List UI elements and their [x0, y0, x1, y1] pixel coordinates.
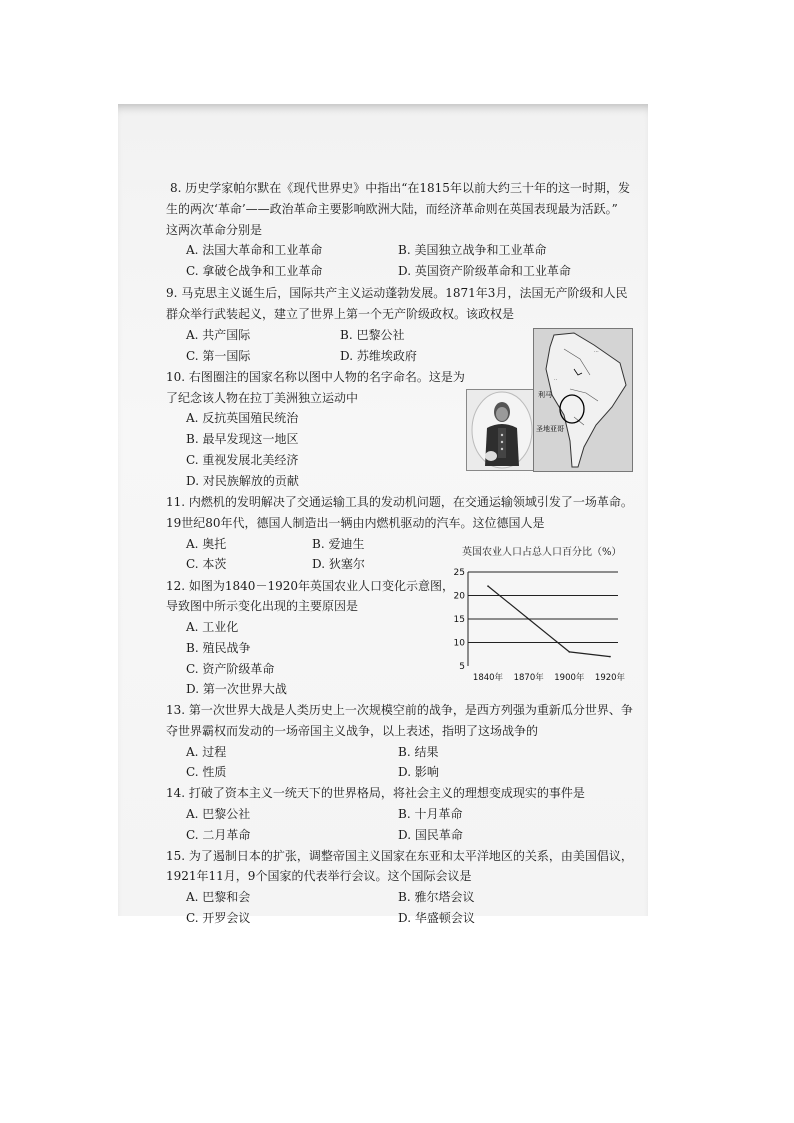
- q8-line2: 生的两次‘革命’——政治革命主要影响欧洲大陆，而经济革命则在英国表现最为活跃。”: [166, 202, 618, 216]
- data-point: [528, 618, 530, 620]
- q15-line2: 1921年11月，9个国家的代表举行会议。这个国际会议是: [166, 869, 472, 883]
- y-tick-label: 5: [459, 662, 465, 672]
- q13-option-c: C. 性质: [186, 765, 227, 779]
- map-label-lima: 利马: [538, 391, 552, 399]
- x-tick-label: 1900年: [554, 673, 585, 683]
- q13-option-b: B. 结果: [398, 745, 439, 759]
- q12-option-d: D. 第一次世界大战: [186, 682, 287, 696]
- x-tick-label: 1840年: [472, 673, 504, 683]
- q12-option-b: B. 殖民战争: [186, 641, 251, 655]
- q12-line2: 导致图中所示变化出现的主要原因是: [166, 599, 359, 613]
- map-drawing-icon: [534, 329, 632, 471]
- q10-option-c: C. 重视发展北美经济: [186, 453, 299, 467]
- q13-option-a: A. 过程: [186, 745, 227, 759]
- y-tick-label: 10: [453, 638, 465, 649]
- q15-line1: 15. 为了遏制日本的扩张，调整帝国主义国家在东亚和太平洋地区的关系，由美国倡议，: [166, 849, 633, 863]
- q11-option-c: C. 本茨: [186, 557, 227, 571]
- chart-title: 英国农业人口占总人口百分比（%）: [462, 547, 622, 558]
- y-tick-label: 15: [453, 615, 465, 625]
- q8-option-c: C. 拿破仑战争和工业革命: [186, 264, 323, 278]
- q10-line2: 了纪念该人物在拉丁美洲独立运动中: [166, 391, 359, 405]
- map-label-santiago: 圣地亚哥: [536, 425, 564, 433]
- data-point: [487, 585, 489, 587]
- q11-option-a: A. 奥托: [186, 537, 227, 551]
- q9-line1: 9. 马克思主义诞生后，国际共产主义运动蓬勃发展。1871年3月，法国无产阶级和人民: [166, 286, 628, 300]
- q14-option-b: B. 十月革命: [398, 807, 463, 821]
- south-america-map: [533, 328, 633, 472]
- portrait-figure-icon: [467, 390, 537, 470]
- q12-option-a: A. 工业化: [186, 620, 239, 634]
- q14-option-d: D. 国民革命: [398, 828, 463, 842]
- q8-line3: 这两次革命分别是: [166, 223, 263, 237]
- q9-option-b: B. 巴黎公社: [340, 328, 405, 342]
- y-tick-label: 25: [453, 568, 465, 578]
- q14-line1: 14. 打破了资本主义一统天下的世界格局，将社会主义的理想变成现实的事件是: [166, 786, 585, 800]
- q11-line1: 11. 内燃机的发明解决了交通运输工具的发动机问题，在交通运输领域引发了一场革命。: [166, 495, 633, 509]
- q10-option-d: D. 对民族解放的贡献: [186, 474, 299, 488]
- q13-line1: 13. 第一次世界大战是人类历史上一次规模空前的战争，是西方列强为重新瓜分世界、争: [166, 703, 633, 717]
- q10-option-b: B. 最早发现这一地区: [186, 432, 299, 446]
- q14-option-a: A. 巴黎公社: [186, 807, 251, 821]
- q12-option-c: C. 资产阶级革命: [186, 662, 275, 676]
- q15-option-b: B. 雅尔塔会议: [398, 890, 475, 904]
- q15-option-a: A. 巴黎和会: [186, 890, 251, 904]
- svg-text:···: ···: [594, 349, 599, 355]
- data-point: [609, 656, 611, 658]
- series-line: [488, 586, 610, 657]
- q10-line1: 10. 右图圈注的国家名称以图中人物的名字命名。这是为: [166, 370, 465, 384]
- x-tick-label: 1920年: [594, 673, 626, 683]
- q11-line2: 19世纪80年代，德国人制造出一辆由内燃机驱动的汽车。这位德国人是: [166, 516, 545, 530]
- q8-line1: 8. 历史学家帕尔默在《现代世界史》中指出“在1815年以前大约三十年的这一时期，发: [170, 181, 630, 195]
- svg-text:··: ··: [554, 377, 558, 383]
- q8-option-a: A. 法国大革命和工业革命: [186, 243, 323, 257]
- q10-option-a: A. 反抗英国殖民统治: [186, 411, 299, 425]
- q9-option-c: C. 第一国际: [186, 349, 251, 363]
- q12-line1: 12. 如图为1840－1920年英国农业人口变化示意图，: [166, 579, 454, 593]
- q13-option-d: D. 影响: [398, 765, 439, 779]
- data-point: [569, 651, 571, 653]
- agri-population-chart: [446, 562, 636, 692]
- q9-option-d: D. 苏维埃政府: [340, 349, 417, 363]
- q15-option-d: D. 华盛顿会议: [398, 911, 475, 925]
- q9-line2: 群众举行武装起义，建立了世界上第一个无产阶级政权。该政权是: [166, 307, 515, 321]
- q9-option-a: A. 共产国际: [186, 328, 251, 342]
- q11-option-b: B. 爱迪生: [312, 537, 365, 551]
- q14-option-c: C. 二月革命: [186, 828, 251, 842]
- x-tick-label: 1870年: [513, 673, 544, 683]
- q8-option-b: B. 美国独立战争和工业革命: [398, 243, 547, 257]
- y-tick-label: 20: [453, 591, 465, 602]
- q15-option-c: C. 开罗会议: [186, 911, 251, 925]
- q13-line2: 夺世界霸权而发动的一场帝国主义战争，以上表述，指明了这场战争的: [166, 724, 539, 738]
- portrait-image: [466, 389, 538, 471]
- q8-option-d: D. 英国资产阶级革命和工业革命: [398, 264, 571, 278]
- q11-option-d: D. 狄塞尔: [312, 557, 365, 571]
